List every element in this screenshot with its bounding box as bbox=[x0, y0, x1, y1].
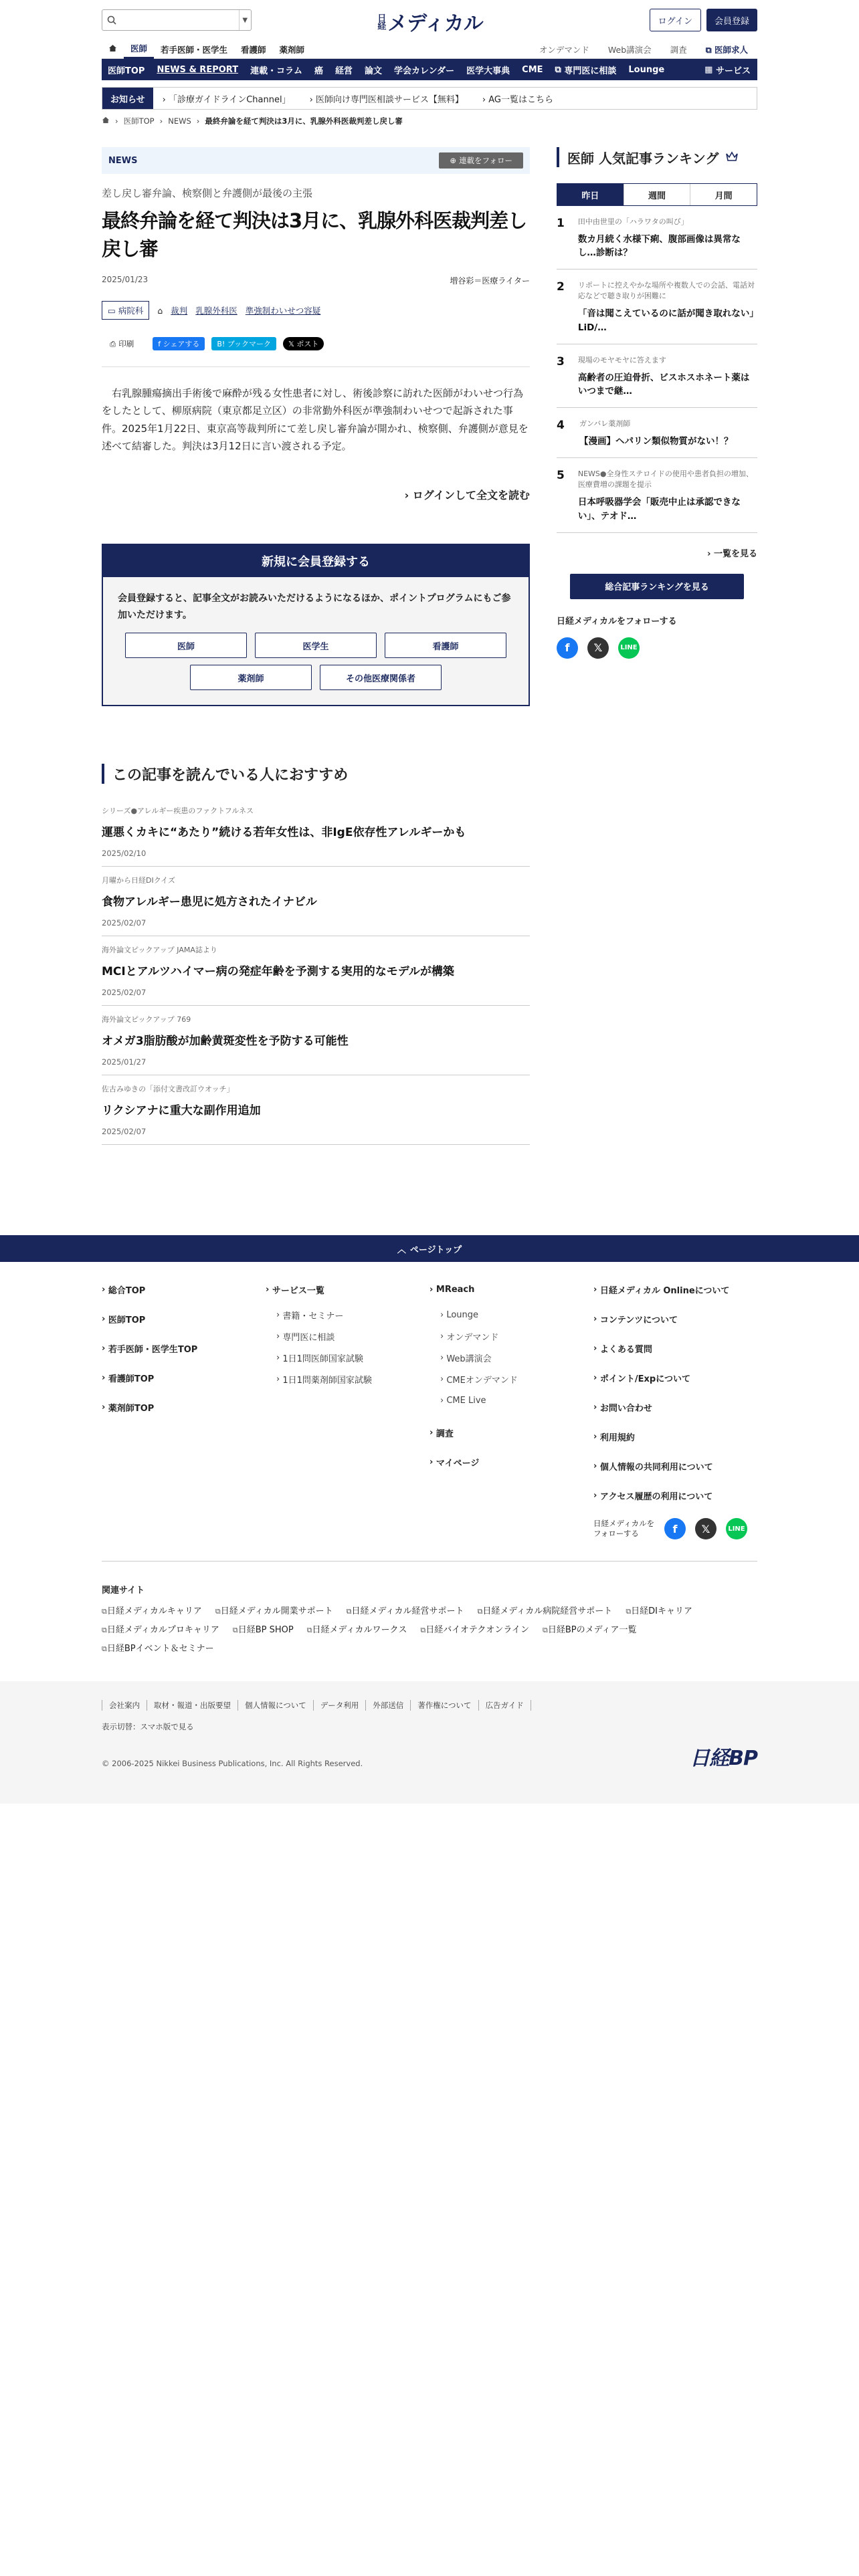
share-bar bbox=[102, 337, 530, 350]
footer-link-label: 日経メディカル Onlineについて bbox=[599, 1285, 730, 1296]
main-nav-consult-label: 専門医に相談 bbox=[564, 66, 617, 76]
bottom-link[interactable]: 個人情報について bbox=[238, 1700, 314, 1711]
facebook-share-button[interactable] bbox=[153, 337, 205, 350]
rank-number: 2 bbox=[557, 280, 565, 294]
ranking-item[interactable] bbox=[557, 344, 757, 408]
breadcrumb-item[interactable]: NEWS bbox=[168, 116, 191, 126]
footer-follow-label: 日経メディカルをフォローする bbox=[593, 1519, 655, 1538]
category-tag-label: 病院科 bbox=[118, 306, 144, 316]
hatena-icon: B! bbox=[217, 339, 227, 348]
bottom-footer bbox=[0, 1681, 859, 1804]
page-top-label: ページトップ bbox=[409, 1245, 462, 1255]
item-title: 運悪くカキに“あたり”続ける若年女性は、非IgE依存性アレルギーかも bbox=[102, 826, 466, 840]
footer-sublink-label: 書籍・セミナー bbox=[282, 1311, 344, 1321]
breadcrumb bbox=[102, 110, 757, 132]
notice-item[interactable]: › 医師向け専門医相談サービス【無料】 bbox=[309, 94, 464, 105]
footer-link[interactable]: › アクセス履歴の利用について bbox=[593, 1490, 713, 1502]
rank-category: 田中由世里の「ハラワタの叫び」 bbox=[577, 217, 688, 226]
related-link[interactable]: ⧉ 日経メディカル経営サポート bbox=[347, 1604, 464, 1616]
rank-number: 4 bbox=[557, 419, 565, 433]
tab-yesterday[interactable]: 昨日 bbox=[557, 184, 624, 205]
hatena-bookmark-button[interactable] bbox=[211, 337, 276, 350]
rank-title: 「音は聞こえているのに話が聞き取れない」LiD/… bbox=[577, 308, 755, 333]
nav-job[interactable] bbox=[696, 43, 757, 56]
rank-title: 日本呼吸器学会「販売中止は承認できない」、テオド… bbox=[577, 497, 741, 522]
login-to-read-label: ログインして全文を読む bbox=[412, 489, 530, 502]
nav-ondemand[interactable]: オンデマンド bbox=[539, 44, 589, 55]
list-item[interactable] bbox=[102, 1006, 530, 1075]
related-heading: 関連サイト bbox=[102, 1586, 145, 1596]
breadcrumb-item[interactable]: 医師TOP bbox=[123, 116, 155, 126]
display-mode-toggle[interactable]: 表示切替：スマホ版で見る bbox=[102, 1722, 194, 1731]
footer-link[interactable]: › 総合TOP bbox=[102, 1284, 146, 1296]
rank-number: 5 bbox=[557, 469, 565, 483]
footer-link-label: マイページ bbox=[436, 1458, 480, 1469]
rank-category: ガンバレ薬剤師 bbox=[579, 419, 631, 429]
footer-sublink[interactable]: › 専門医に相談 bbox=[276, 1331, 335, 1343]
main-nav-news[interactable]: NEWS & REPORT bbox=[157, 64, 239, 75]
related-link[interactable]: ⧉ 日経メディカルワークス bbox=[307, 1622, 407, 1635]
register-student-button[interactable]: 医学生 bbox=[255, 633, 377, 658]
chevron-right-icon: › bbox=[196, 116, 200, 126]
notice-text: AG一覧はこちら bbox=[488, 94, 554, 105]
divider bbox=[102, 1561, 757, 1562]
tab-monthly[interactable]: 月間 bbox=[690, 184, 757, 205]
breadcrumb-current: 最終弁論を経て判決は3月に、乳腺外科医裁判差し戻し審 bbox=[205, 116, 403, 126]
search-icon[interactable] bbox=[102, 15, 121, 25]
item-title: 食物アレルギー患児に処方されたイナビル bbox=[102, 895, 317, 909]
list-item[interactable] bbox=[102, 1075, 530, 1145]
main-nav-consult[interactable] bbox=[549, 59, 623, 80]
tag-link[interactable]: 乳腺外科医 bbox=[195, 306, 237, 316]
footer-link[interactable]: › サービス一覧 bbox=[266, 1284, 324, 1296]
footer-link-label: お問い合わせ bbox=[599, 1403, 652, 1414]
footer-sublink-label: 専門医に相談 bbox=[282, 1332, 335, 1343]
item-date: 2025/02/10 bbox=[102, 849, 147, 859]
footer-sublink[interactable]: › Lounge bbox=[440, 1309, 479, 1320]
follow-series-label: 連載をフォロー bbox=[459, 156, 512, 165]
category-tag[interactable] bbox=[102, 301, 149, 320]
footer-link-label: 医師TOP bbox=[108, 1315, 146, 1325]
footer-link[interactable]: › マイページ bbox=[430, 1457, 480, 1469]
facebook-share-label: シェアする bbox=[163, 340, 200, 349]
external-link-icon: ⧉ bbox=[705, 44, 714, 55]
list-item[interactable] bbox=[102, 797, 530, 867]
page-top-button[interactable] bbox=[0, 1235, 859, 1262]
footer-link[interactable]: › ポイント/Expについて bbox=[593, 1372, 690, 1384]
facebook-icon[interactable]: f bbox=[664, 1518, 686, 1539]
footer-link[interactable]: › 看護師TOP bbox=[102, 1372, 155, 1384]
footer-sublink-label: Lounge bbox=[446, 1309, 479, 1320]
site-logo[interactable] bbox=[376, 7, 483, 36]
item-category: シリーズ●アレルギー疾患のファクトフルネス bbox=[102, 807, 254, 816]
register-doctor-button[interactable]: 医師 bbox=[125, 633, 247, 658]
footer-sublink-label: 1日1問薬剤師国家試験 bbox=[282, 1375, 372, 1386]
copyright: © 2006-2025 Nikkei Business Publications, Inc. All Rights Reserved. bbox=[102, 1759, 363, 1768]
x-icon[interactable]: 𝕏 bbox=[695, 1518, 717, 1539]
x-post-label: ポスト bbox=[296, 340, 319, 349]
plus-circle-icon: ⊕ bbox=[450, 156, 457, 165]
x-icon[interactable]: 𝕏 bbox=[587, 637, 609, 659]
search-input[interactable] bbox=[121, 11, 239, 29]
footer-link-label: 調査 bbox=[436, 1428, 454, 1439]
footer-sublink[interactable]: › 書籍・セミナー bbox=[276, 1309, 344, 1321]
article-column bbox=[102, 147, 530, 1145]
footer-link[interactable]: › 日経メディカル Onlineについて bbox=[593, 1284, 730, 1296]
register-title: 新規に会員登録する bbox=[103, 545, 529, 577]
hatena-bookmark-label: ブックマーク bbox=[227, 340, 272, 349]
ranking-more-link[interactable]: › 一覧を見る bbox=[707, 548, 757, 559]
related-link[interactable]: ⧉ 日経BPイベント＆セミナー bbox=[102, 1641, 214, 1654]
main-nav-paper[interactable]: 論文 bbox=[364, 66, 382, 76]
login-to-read-link[interactable]: › ログインして全文を読む bbox=[404, 489, 530, 502]
footer-link[interactable]: › 調査 bbox=[430, 1427, 454, 1439]
rank-title: 高齢者の圧迫骨折、ビスホスホネート薬はいつまで継… bbox=[577, 372, 750, 397]
bottom-link[interactable]: 広告ガイド bbox=[479, 1700, 531, 1711]
crown-icon bbox=[725, 149, 739, 165]
bottom-link[interactable]: 取材・報道・出版要望 bbox=[147, 1700, 238, 1711]
printer-icon: ⎙ bbox=[110, 338, 116, 348]
footer-sublink-label: オンデマンド bbox=[446, 1332, 499, 1343]
main-nav-dictionary[interactable]: 医学大事典 bbox=[466, 66, 510, 76]
home-icon[interactable] bbox=[102, 116, 110, 126]
notice-item[interactable]: › 「診療ガイドラインChannel」 bbox=[162, 94, 291, 105]
folder-icon: ▭ bbox=[108, 305, 116, 316]
footer-sublink[interactable]: › 1日1問医師国家試験 bbox=[276, 1352, 363, 1364]
bottom-link[interactable]: 外部送信 bbox=[366, 1700, 411, 1711]
footer-link-label: 利用規約 bbox=[599, 1432, 635, 1443]
ranking-item[interactable] bbox=[557, 458, 757, 532]
related-link[interactable]: ⧉ 日経メディカルキャリア bbox=[102, 1604, 202, 1616]
related-sites bbox=[102, 1583, 757, 1654]
home-icon[interactable] bbox=[102, 44, 124, 54]
facebook-icon: f bbox=[158, 339, 163, 348]
register-button[interactable]: 会員登録 bbox=[706, 9, 757, 31]
notice-text: 医師向け専門医相談サービス【無料】 bbox=[315, 94, 464, 105]
footer-links bbox=[102, 1275, 757, 1539]
rank-category: 現場のモヤモヤに答えます bbox=[577, 355, 666, 364]
recommend-heading: この記事を読んでいる人におすすめ bbox=[102, 764, 530, 784]
related-link[interactable]: ⧉ 日経BPのメディア一覧 bbox=[543, 1622, 637, 1635]
ranking-tabs bbox=[557, 183, 757, 206]
register-nurse-button[interactable]: 看護師 bbox=[385, 633, 506, 658]
footer-sublink-label: CMEオンデマンド bbox=[446, 1375, 518, 1386]
article-title: 最終弁論を経て判決は3月に、乳腺外科医裁判差し戻し審 bbox=[102, 209, 527, 261]
footer-link-label: 薬剤師TOP bbox=[108, 1403, 155, 1414]
recommend-list bbox=[102, 797, 530, 1145]
tag-link[interactable]: 裁判 bbox=[171, 306, 188, 316]
article-date: 2025/01/23 bbox=[102, 275, 149, 285]
rank-title: 【漫画】ヘパリン類似物質がない！？ bbox=[579, 436, 733, 447]
rank-category: NEWS●全身性ステロイドの使用や患者負担の増加、医療費増の課題を提示 bbox=[577, 469, 753, 490]
follow-series-button[interactable] bbox=[439, 152, 523, 169]
chevron-up-icon: ︿ bbox=[397, 1245, 406, 1255]
item-date: 2025/02/07 bbox=[102, 988, 147, 998]
notice-label: お知らせ bbox=[102, 88, 153, 109]
rank-title: 数カ月続く水様下痢、腹部画像は異常なし…診断は？ bbox=[577, 233, 741, 259]
external-link-icon: ⧉ bbox=[555, 64, 565, 75]
article-subtitle: 差し戻し審弁論、検察側と弁護側が最後の主張 bbox=[102, 187, 313, 199]
tab-weekly[interactable]: 週間 bbox=[624, 184, 690, 205]
related-link[interactable]: ⧉ 日経BP SHOP bbox=[233, 1622, 294, 1635]
item-title: リクシアナに重大な副作用追加 bbox=[102, 1104, 261, 1118]
related-link[interactable]: ⧉ 日経DIキャリア bbox=[626, 1604, 692, 1616]
footer-sublink[interactable]: › CME Live bbox=[440, 1395, 486, 1406]
rank-number: 3 bbox=[557, 354, 565, 368]
footer-link-label: 看護師TOP bbox=[108, 1374, 155, 1384]
nav-survey[interactable]: 調査 bbox=[670, 44, 687, 55]
bottom-link[interactable]: 会社案内 bbox=[102, 1700, 147, 1711]
rank-category: リポートに控えやかな場所や複数人での会話、電話対応などで聴き取りが困難に bbox=[577, 281, 755, 301]
item-date: 2025/02/07 bbox=[102, 918, 147, 928]
main-nav-calendar[interactable]: 学会カレンダー bbox=[394, 66, 455, 76]
sidebar bbox=[557, 147, 757, 1145]
main-nav-cancer[interactable]: 癌 bbox=[314, 66, 323, 76]
print-label: 印刷 bbox=[118, 339, 134, 349]
audience-young[interactable]: 若手医師・医学生 bbox=[161, 44, 228, 55]
footer-sublink-label: 1日1問医師国家試験 bbox=[282, 1354, 363, 1364]
audience-nav bbox=[102, 40, 757, 59]
footer-link[interactable]: › お問い合わせ bbox=[593, 1402, 652, 1414]
audience-nurse[interactable]: 看護師 bbox=[241, 44, 266, 55]
footer-sublink[interactable]: › オンデマンド bbox=[440, 1331, 499, 1343]
footer-link-label: アクセス履歴の利用について bbox=[599, 1491, 713, 1502]
follow-heading: 日経メディカルをフォローする bbox=[557, 616, 677, 627]
item-category: 月曜から日経DIクイズ bbox=[102, 876, 176, 885]
article-lead: 右乳腺腫瘍摘出手術後で麻酔が残る女性患者に対し、術後診察に訪れた医師がわいせつ行為をしたとして、柳原病院（東京都足立区）の非常勤外科医が準強制わいせつで起訴された事件。2025年1月22日、東京高等裁判所にて差し戻し審弁論が開かれ、検察側、弁護側が意見を述べて結審した。判決は3月12日に言い渡される予定。 bbox=[102, 387, 529, 452]
footer-sublink-label: Web講演会 bbox=[446, 1354, 492, 1364]
item-date: 2025/01/27 bbox=[102, 1057, 147, 1067]
main-nav-lounge[interactable]: Lounge bbox=[628, 64, 665, 75]
footer-link-label: よくある質問 bbox=[599, 1344, 652, 1355]
footer-link[interactable]: › 個人情報の共同利用について bbox=[593, 1461, 713, 1473]
item-title: MCIとアルツハイマー病の発症年齢を予測する実用的なモデルが構築 bbox=[102, 965, 454, 979]
notice-bar bbox=[102, 87, 757, 110]
footer-link-label: 若手医師・医学生TOP bbox=[108, 1344, 198, 1355]
nav-job-label: 医師求人 bbox=[714, 44, 748, 55]
footer-link[interactable]: › 薬剤師TOP bbox=[102, 1402, 155, 1414]
footer-link[interactable]: › よくある質問 bbox=[593, 1343, 652, 1355]
nav-web-lecture[interactable]: Web講演会 bbox=[607, 44, 652, 55]
footer-sublink[interactable]: › 1日1問薬剤師国家試験 bbox=[276, 1374, 372, 1386]
list-item[interactable] bbox=[102, 936, 530, 1006]
grid-icon: ▦ bbox=[704, 64, 716, 75]
footer-link[interactable]: › 利用規約 bbox=[593, 1431, 635, 1443]
item-date: 2025/02/07 bbox=[102, 1127, 147, 1137]
search-box[interactable] bbox=[102, 9, 252, 31]
ranking-item[interactable] bbox=[557, 408, 757, 458]
footer-link[interactable]: › 若手医師・医学生TOP bbox=[102, 1343, 198, 1355]
logo-text: メディカル bbox=[387, 12, 483, 35]
item-category: 海外論文ピックアップ JAMA誌より bbox=[102, 946, 217, 955]
all-ranking-button[interactable]: 総合記事ランキングを見る bbox=[570, 574, 744, 599]
top-bar bbox=[102, 0, 757, 40]
chevron-right-icon: › bbox=[159, 116, 163, 126]
main-nav-service-label: サービス bbox=[715, 66, 751, 76]
footer-link[interactable]: › コンテンツについて bbox=[593, 1313, 678, 1325]
bottom-link[interactable]: データ利用 bbox=[314, 1700, 367, 1711]
ranking-heading bbox=[557, 147, 757, 167]
main-nav bbox=[102, 59, 757, 80]
article-author: 増谷彩＝医療ライター bbox=[450, 276, 530, 286]
ranking-more-label: 一覧を見る bbox=[713, 548, 757, 559]
main-nav-cme[interactable]: CME bbox=[522, 64, 543, 75]
line-icon[interactable]: LINE bbox=[618, 637, 640, 659]
ranking-list bbox=[557, 206, 757, 533]
main-nav-column[interactable]: 連載・コラム bbox=[250, 66, 302, 76]
chevron-right-icon: › bbox=[115, 116, 118, 126]
register-pharmacist-button[interactable]: 薬剤師 bbox=[190, 665, 312, 690]
tag-link[interactable]: 準強制わいせつ容疑 bbox=[245, 306, 321, 316]
ranking-heading-text: 医師 人気記事ランキング bbox=[567, 150, 719, 167]
footer-link-label: ポイント/Expについて bbox=[599, 1374, 690, 1384]
footer-sublink[interactable]: › Web講演会 bbox=[440, 1352, 492, 1364]
ranking-item[interactable] bbox=[557, 206, 757, 270]
tag-list bbox=[102, 301, 530, 320]
line-icon[interactable]: LINE bbox=[726, 1518, 747, 1539]
item-title: オメガ3脂肪酸が加齢黄斑変性を予防する可能性 bbox=[102, 1035, 349, 1049]
notice-item[interactable]: › AG一覧はこちら bbox=[482, 94, 554, 105]
x-icon: 𝕏 bbox=[288, 339, 297, 348]
related-link[interactable]: ⧉ 日経メディカルプロキャリア bbox=[102, 1622, 219, 1635]
print-button[interactable] bbox=[110, 338, 134, 349]
search-dropdown[interactable]: ▼ bbox=[239, 10, 251, 30]
nikkei-bp-logo[interactable]: 日経BP bbox=[690, 1747, 757, 1770]
ranking-item[interactable] bbox=[557, 270, 757, 344]
section-label: NEWS bbox=[108, 155, 138, 166]
related-link[interactable]: ⧉ 日経メディカル開業サポート bbox=[215, 1604, 333, 1616]
main-nav-top[interactable]: 医師TOP bbox=[108, 66, 145, 76]
main-nav-management[interactable]: 経営 bbox=[335, 66, 353, 76]
section-bar bbox=[102, 147, 530, 174]
footer-sublink-label: CME Live bbox=[446, 1395, 486, 1406]
logo-small: 日経 bbox=[375, 13, 386, 29]
audience-pharmacist[interactable]: 薬剤師 bbox=[279, 44, 305, 55]
footer-link[interactable]: › MReach bbox=[430, 1284, 475, 1295]
list-item[interactable] bbox=[102, 867, 530, 936]
login-button[interactable]: ログイン bbox=[650, 9, 701, 31]
facebook-icon[interactable]: f bbox=[557, 637, 578, 659]
footer-link-label: コンテンツについて bbox=[599, 1315, 678, 1325]
audience-doctor[interactable]: 医師 bbox=[124, 40, 154, 59]
tag-icon: ⌂ bbox=[157, 305, 163, 316]
rank-number: 1 bbox=[557, 217, 565, 230]
footer-link-label: 総合TOP bbox=[108, 1285, 146, 1296]
footer-link[interactable]: › 医師TOP bbox=[102, 1313, 146, 1325]
footer-link-label: サービス一覧 bbox=[272, 1285, 324, 1296]
item-category: 佐古みゆきの「添付文書改訂ウオッチ」 bbox=[102, 1085, 234, 1094]
related-link[interactable]: ⧉ 日経バイオテクオンライン bbox=[420, 1622, 529, 1635]
divider bbox=[102, 366, 530, 367]
register-box bbox=[102, 544, 530, 706]
register-text: 会員登録すると、記事全文がお読みいただけるようになるほか、ポイントプログラムにもご参加いただけます。 bbox=[118, 593, 511, 621]
item-category: 海外論文ピックアップ 769 bbox=[102, 1015, 191, 1025]
main-nav-service[interactable] bbox=[698, 59, 757, 80]
footer-link-label: 個人情報の共同利用について bbox=[599, 1462, 713, 1473]
footer-sublink[interactable]: › CMEオンデマンド bbox=[440, 1374, 518, 1386]
register-other-button[interactable]: その他医療関係者 bbox=[320, 665, 442, 690]
x-post-button[interactable] bbox=[283, 337, 324, 350]
related-link[interactable]: ⧉ 日経メディカル病院経営サポート bbox=[477, 1604, 612, 1616]
notice-text: 「診療ガイドラインChannel」 bbox=[168, 94, 291, 105]
bottom-link[interactable]: 著作権について bbox=[411, 1700, 478, 1711]
footer-link-label: MReach bbox=[436, 1284, 475, 1295]
